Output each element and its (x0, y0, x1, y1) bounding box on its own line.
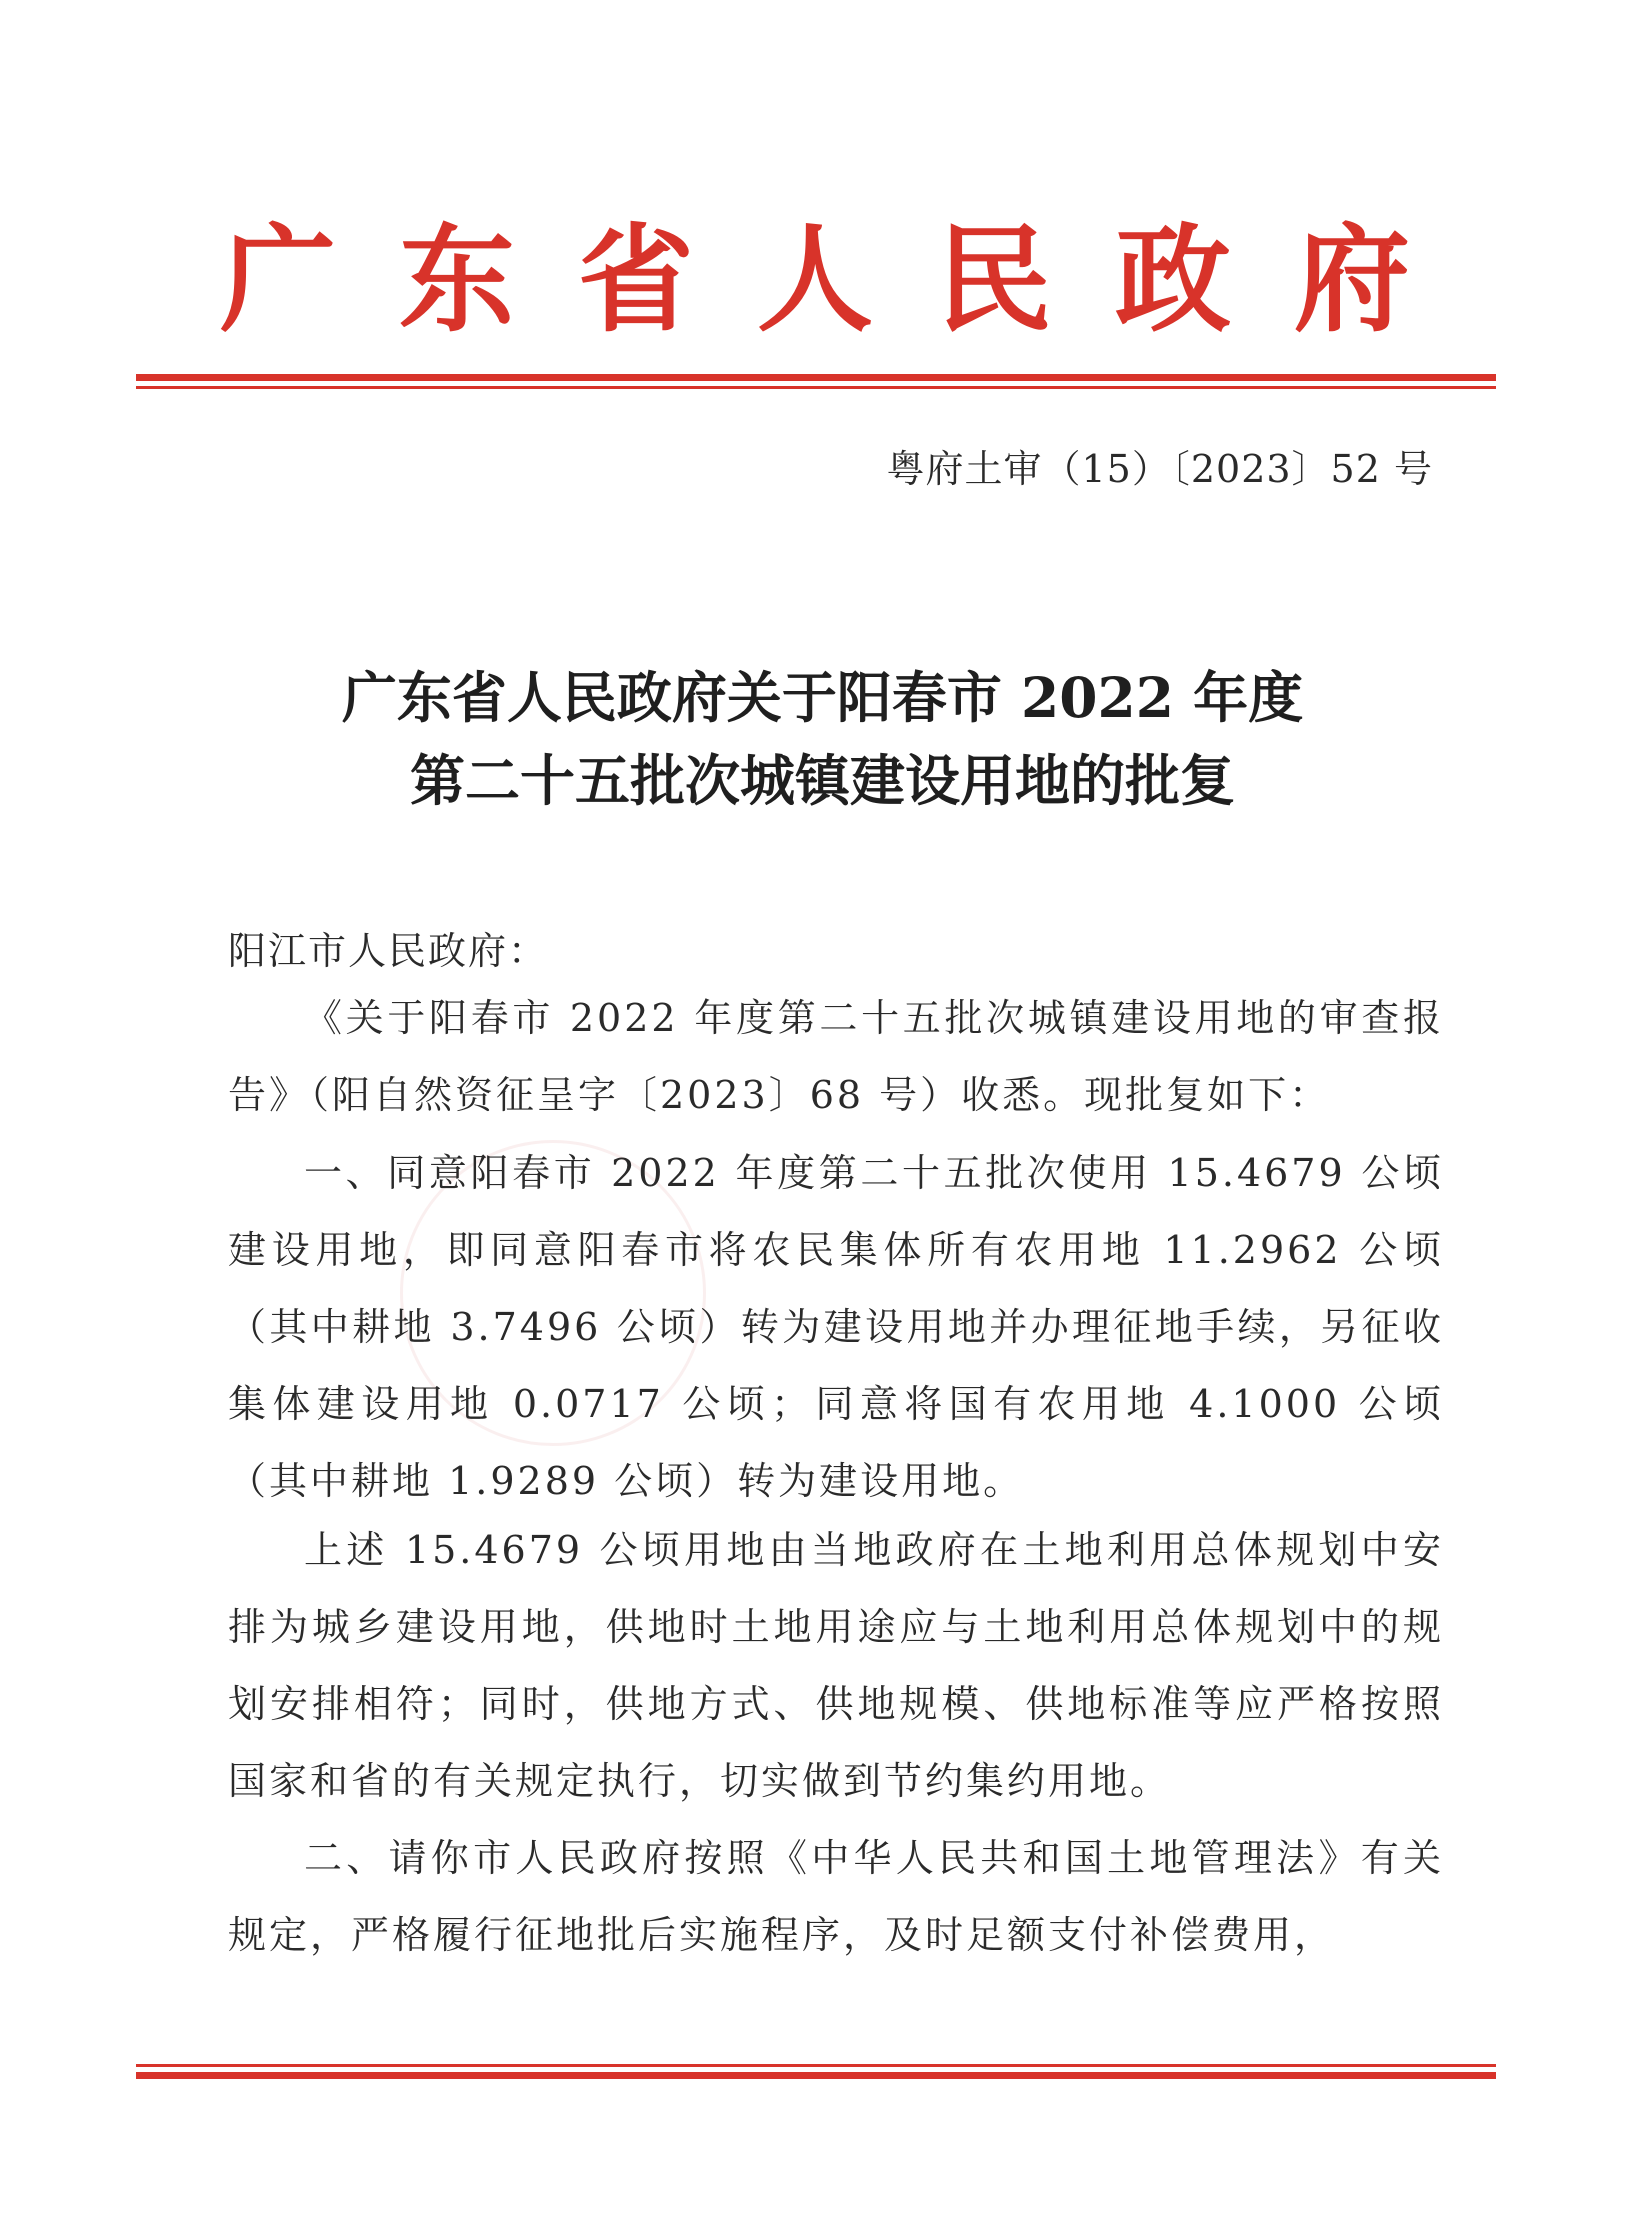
letterhead-divider-bottom (136, 2064, 1496, 2079)
document-title-line-2: 第二十五批次城镇建设用地的批复 (409, 748, 1235, 813)
salutation: 阳江市人民政府： (228, 929, 549, 973)
letterhead-char: 人 (757, 212, 873, 348)
letterhead-char: 广 (220, 212, 336, 348)
paragraph-text: 一、同意阳春市 2022 年度第二十五批次使用 15.4679 公顷建设用地，即同意阳春市将农民集体所有农用地 11.2962 公顷（其中耕地 3.7496 公顷）转为建设用地并办理征地手续，另征收集体建设用地 0.0717 公顷；同意将国有农用地 4.1000 公顷（其中耕地 1.9289 公顷）转为建设用地。 (228, 1151, 1444, 1503)
paragraph-planning (228, 1512, 1444, 1820)
letterhead-char: 东 (399, 212, 515, 348)
letterhead-char: 民 (936, 212, 1052, 348)
paragraph-text: 《关于阳春市 2022 年度第二十五批次城镇建设用地的审查报告》（阳自然资征呈字〔2023〕68 号）收悉。现批复如下： (228, 996, 1444, 1117)
paragraph-reference (228, 980, 1444, 1134)
paragraph-text: 二、请你市人民政府按照《中华人民共和国土地管理法》有关规定，严格履行征地批后实施程序，及时足额支付补偿费用， (228, 1836, 1444, 1957)
letterhead-masthead (220, 205, 1410, 355)
paragraph-item-two (228, 1820, 1444, 1974)
letterhead-char: 省 (578, 212, 694, 348)
paragraph-item-one (228, 1135, 1444, 1520)
document-title-line-1: 广东省人民政府关于阳春市 2022 年度 (341, 665, 1304, 730)
paragraph-text: 上述 15.4679 公顷用地由当地政府在土地利用总体规划中安排为城乡建设用地，供地时土地用途应与土地利用总体规划中的规划安排相符；同时，供地方式、供地规模、供地标准等应严格按照国家和省的有关规定执行，切实做到节约集约用地。 (228, 1528, 1444, 1803)
letterhead-char: 政 (1115, 212, 1231, 348)
letterhead-char: 府 (1294, 212, 1410, 348)
letterhead-divider-top (136, 374, 1496, 389)
document-number: 粤府土审（15）〔2023〕52 号 (886, 447, 1433, 491)
